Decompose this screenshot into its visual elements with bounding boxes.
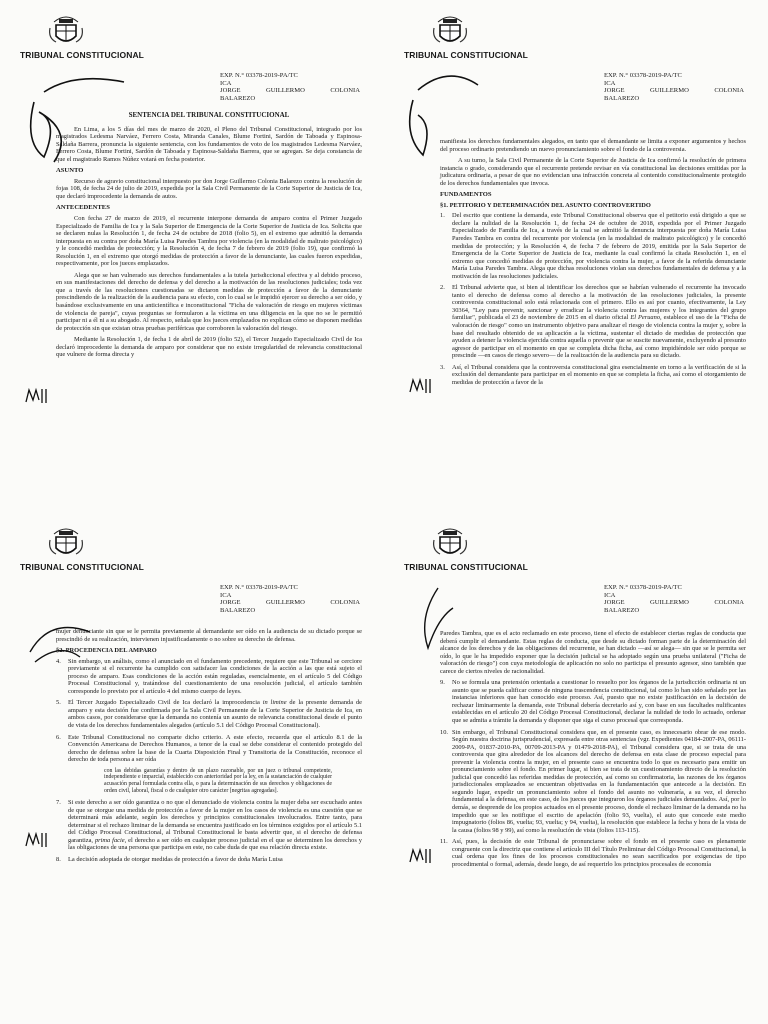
page-4-body — [440, 630, 746, 872]
party-name-line1: JORGE GUILLERMO COLONIA — [604, 87, 744, 95]
fundamento-1: 1. Del escrito que contiene la demanda, este Tribunal Constitucional observa que el petitorio está dirigido a que se declare la nulidad de la Resolución 1, de fecha 24 de octubre de 2018, expedida por el Primer Juzgado Especializado de Familia de Ica, a través de la cual se admitió la denuncia interpuesta por doña María Luisa Paredes Tambra en contra del recurrente por violencia (en la modalidad de maltrato psicológico) y le concedió medidas de protección; y la Resolución 4, de fecha 7 de febrero de 2019, emitida por la Sala Superior de Emergencia de la Corte Superior de Justicia de Ica, mediante la cual confirmó la citada Resolución 1, en el extremo que concedió medidas de protección, por violencia contra la mujer, a favor de la referida denunciante María Luisa Paredes Tambra. Alega que dichas resoluciones violan sus derechos fundamentales de defensa y a la motivación de las resoluciones judiciales. — [440, 212, 746, 280]
continuation-paragraph: manifiesta los derechos fundamentales alegados, en tanto que el demandante se limita a exponer argumentos y hechos del proceso ordinario pretendiendo un nuevo pronunciamiento sobre el fondo de la controversia. — [440, 138, 746, 153]
document-page-3 — [0, 512, 384, 1024]
asunto-paragraph: Recurso de agravio constitucional interpuesto por don Jorge Guillermo Colonia Balarezo contra la resolución de fojas 108, de fecha 24 de julio de 2019, expedida por la Sala Civil Permanente de la Corte Superior de Justicia de Ica, que declaró improcedente la demanda de autos. — [56, 177, 362, 200]
fundamento-2: 2. El Tribunal advierte que, si bien al identificar los derechos que se habrían vulnerado el recurrente ha invocado tanto el derecho de defensa como al derecho a la motivación de las resoluciones judiciales, la presente controversia constitucional solo está relacionada con el primero. Ello es así por cuanto, efectivamente, la Ley 30364, "Ley para prevenir, sancionar y erradicar la violencia contra las mujeres y los integrantes del grupo familiar", publicada el 23 de noviembre de 2015 en el diario oficial El Peruano, establece el uso de la "Ficha de valoración de riesgo" como un instrumento objetivo para analizar el riesgo de violencia contra la mujer y, sobre la base del resultado obtenido de su aplicación a la víctima, sustentar el dictado de medidas de protección que ayuden a detener la violencia ejercida contra aquella o prevenir que se suscite nuevamente, excluyendo al presunto agresor de participar en el momento en que se completa dicha ficha, así como impidiéndole ser oído porque se prescinde —en casos de riesgo severo— de la realización de la audiencia para su dictado. — [440, 284, 746, 360]
fundamento-11: 11. Así, pues, la decisión de este Tribunal de pronunciarse sobre el fondo en el presente caso es plenamente congruente con la directriz que contiene el artículo III del Título Preliminar del Código Procesal Constitucional, la cual ordena que los fines de los procesos constitucionales no sean sacrificados por exigencias de tipo procedimental o formal, además, desde luego, de así requerirlo los principios procesales de economía — [440, 838, 746, 868]
heading-petitorio: §1. PETITORIO Y DETERMINACIÓN DEL ASUNTO CONTROVERTIDO — [440, 201, 651, 209]
coat-of-arms-logo — [422, 522, 478, 560]
party-name-line2: BALAREZO — [220, 606, 256, 614]
fundamento-3: 3. Así, el Tribunal considera que la controversia constitucional gira esencialmente en torno a la verificación de si la exclusión del demandante para participar en el momento en que se completa la ficha, así como el otorgamiento de medidas de protección a favor de la — [440, 363, 746, 386]
page-1-body — [56, 112, 362, 363]
institution-name: TRIBUNAL CONSTITUCIONAL — [404, 562, 528, 572]
institution-name: TRIBUNAL CONSTITUCIONAL — [20, 562, 144, 572]
fundamento-6: 6. Este Tribunal Constitucional no comparte dicho criterio. A este efecto, recuerda que el artículo 8.1 de la Convención Americana de Derechos Humanos, a tenor de la cual se debe considerar el contenido protegido del derecho de defensa sobre la base de la Cuarta Disposición Final y Transitoria de la Constitución, reconoce el derecho de toda persona a ser oída — [56, 733, 362, 764]
heading-asunto: ASUNTO — [56, 167, 84, 175]
case-number: EXP. N.° 03378-2019-PA/TC — [220, 72, 298, 79]
case-header — [604, 584, 744, 614]
fundamento-5: 5. El Tercer Juzgado Especializado Civil de Ica declaró la improcedencia in limine de la presente demanda de amparo y esta decisión fue confirmada por la Sala Civil Permanente de la Corte Superior de Justicia de Ica, en ambos casos, por considerarse que la demanda no contenía un asunto de relevancia constitucional desde el punto de vista de los derechos fundamentales alegados (artículo 5.1 del Código Procesal Constitucional). — [56, 699, 362, 730]
party-name-line2: BALAREZO — [604, 94, 640, 102]
party-name-line2: BALAREZO — [604, 606, 640, 614]
page-3-body — [56, 628, 362, 868]
fundamento-10: 10. Sin embargo, el Tribunal Constitucional considera que, en el presente caso, es innecesario obrar de ese modo. Según nuestra doctrina jurisprudencial, expresada entre otras sentencias (vgr. Expedientes 04184-2007-PA, 06111-2009-PA, 01837-2010-PA, 00709-2013-PA y 01479-2018-PA), el Tribunal considera que, si se trata de una controversia que gira alrededor de los alcances del derecho de defensa en esta clase de proceso especial para prevenir la violencia contra la mujer, en el presente caso se encuentra todo lo que es necesario para emitir un pronunciamiento sobre el fondo. En primer lugar, si bien se trata de un cuestionamiento directo de la resolución judicial que concedió las referidas medidas de protección, así como su confirmatoria, las razones de los órganos jurisdiccionales emplazados se encuentran objetivadas en la fundamentación que antecede a la decisión. En segundo lugar, expedir un pronunciamiento sobre el fondo del asunto no vulneraría, a su vez, el derecho fundamental a la defensa, en este caso, de los jueces que integraron los órganos judiciales demandados. Así, por lo demás, se desprende de los propios actuados en el presente proceso, donde el rechazo liminar de la demanda no ha impedido que se les notifique el escrito de apelación (folio 93, vuelta), el auto que concede este medio impugnatorio (folios 86, vuelta; 93, vuelta; y 94, vuelta), la resolución que establece la fecha y hora de la vista de la causa (folios 98 y 99), así como la resolución de vista (folios 113-115). — [440, 728, 746, 834]
case-city: ICA — [220, 591, 232, 599]
initials-mark — [408, 846, 434, 866]
initials-mark — [24, 830, 50, 850]
case-number: EXP. N.° 03378-2019-PA/TC — [604, 584, 682, 591]
fundamento-9: 9. No se formula una pretensión orientada a cuestionar lo resuelto por los órganos de la jurisdicción ordinaria ni un asunto que se pueda calificar como de ninguna trascendencia constitucional, tal como lo han sido señalado por las instancias inferiores que han conocido este proceso. Así, puesto que no existe justificación en la decisión de rechazar liminarmente la demanda, este Tribunal debería decretarlo así y, con base en sus facultades nulificantes establecidas en el artículo 20 del Código Procesal Constitucional, declarar la nulidad de todo lo actuado, ordenar que se admita a trámite la demanda y disponer que siga el curso procesal que corresponda. — [440, 679, 746, 725]
heading-procedencia: §2. PROCEDENCIA DEL AMPARO — [56, 647, 157, 655]
intro-paragraph: En Lima, a los 5 días del mes de marzo de 2020, el Pleno del Tribunal Constitucional, integrado por los magistrados Ledesma Narváez, Ferrero Costa, Miranda Canales, Blume Fortini, Sardón de Taboada y Espinosa-Saldaña Barrera, pronuncia la siguiente sentencia, con los fundamentos de voto de los magistrados Ledesma Narváez, Ferrero Costa, Blume Fortini, Sardón de Taboada y Espinosa-Saldaña Barrera, que se agregan. Se deja constancia de que el magistrado Ramos Núñez votará en fecha posterior. — [56, 125, 362, 163]
party-name-line2: BALAREZO — [220, 94, 256, 102]
institution-name: TRIBUNAL CONSTITUCIONAL — [20, 50, 144, 60]
sentence-title: SENTENCIA DEL TRIBUNAL CONSTITUCIONAL — [128, 111, 290, 119]
block-quote: con las debidas garantías y dentro de un plazo razonable, por un juez o tribunal competente, independiente e imparcial, establecido con anterioridad por la ley, en la sustanciación de cualquier acusación penal formulada contra ella, o para la determinación de sus derechos y obligaciones de orden civil, laboral, fiscal o de cualquier otro carácter [negritas agregadas]. — [104, 767, 332, 794]
sala-paragraph: A su turno, la Sala Civil Permanente de la Corte Superior de Justicia de Ica confirmó la resolución de primera instancia o grado, considerando que el recurrente pretende revisar en vía constitucional las decisiones emitidas por la judicatura ordinaria, a pesar de que no evidencian una infracción concreta al contenido constitucionalmente protegido de los derechos fundamentales que invoca. — [440, 157, 746, 187]
case-city: ICA — [604, 79, 616, 87]
institution-name: TRIBUNAL CONSTITUCIONAL — [404, 50, 528, 60]
document-page-2 — [384, 0, 768, 512]
continuation-paragraph: mujer denunciante sin que se le permita previamente al demandante ser oído en la audiencia de su dictado porque se prescindió de su realización, intervienen injustificadamente o no sobre su derecho de defensa. — [56, 628, 362, 643]
fundamento-7: 7. Si este derecho a ser oído garantiza o no que el denunciado de violencia contra la mujer deba ser escuchado antes de que se otorgue una medida de protección a favor de la mujer en los casos de violencia es una cuestión que se determinará más adelante, según los derechos y principios constitucionales involucrados. Entre tanto, para determinar si el rechazo liminar de la demanda se encuentra justificado en los términos exigidos por el artículo 5.1 del Código Procesal Constitucional, al Tribunal Constitucional le basta advertir que, si el derecho de defensa garantiza, prima facie, el derecho a ser oído en cualquier proceso judicial en el que se determinen los derechos y las obligaciones de una persona que participa en este, no cabe duda de que esa relación directa existe. — [56, 799, 362, 852]
case-number: EXP. N.° 03378-2019-PA/TC — [220, 584, 298, 591]
case-header — [220, 72, 360, 102]
heading-antecedentes: ANTECEDENTES — [56, 204, 110, 212]
antecedentes-paragraph-2: Alega que se han vulnerado sus derechos fundamentales a la tutela jurisdiccional efectiva y al debido proceso, en sus manifestaciones del derecho de defensa y del derecho a la motivación de las resoluciones judiciales; toda vez que a través de las resoluciones cuestionadas se dictaron medidas de protección a favor de la denunciante prescindiendo de la realización de la audiencia para su efecto, con lo cual se le impidió ejercer su derecho a ser oído, y basándose exclusivamente en una anticientífica e inconstitucional "Ficha de valoración de riesgo en mujeres víctimas de violencia de pareja", cuyas preguntas se formularon a la víctima en una diligencia en la que no se le permitió participar ni a él ni a su abogado. Al respecto, señala que los jueces emplazados no explican cómo se disponen medidas de protección sin que existan otras pruebas periféricas que corroboren la valoración del riesgo. — [56, 271, 362, 332]
case-header — [220, 584, 360, 614]
coat-of-arms-logo — [422, 10, 478, 48]
fundamento-4: 4. Sin embargo, un análisis, como el anunciado en el fundamento precedente, requiere que este Tribunal se cerciore previamente si el recurrente ha cumplido con satisfacer las condiciones de la acción a las que está sujeto el proceso de amparo. Esas condiciones de la acción están reguladas, esencialmente, en el artículo 5 del Código Procesal Constitucional y, tratándose del cuestionamiento de una resolución judicial, el artículo también corresponde lo previsto por el artículo 4 del mismo cuerpo de leyes. — [56, 657, 362, 695]
party-name-line1: JORGE GUILLERMO COLONIA — [220, 599, 360, 607]
case-header — [604, 72, 744, 102]
case-city: ICA — [220, 79, 232, 87]
document-page-4 — [384, 512, 768, 1024]
initials-mark — [408, 376, 434, 396]
coat-of-arms-logo — [38, 10, 94, 48]
continuation-paragraph: Paredes Tambra, que es el acto reclamado en este proceso, tiene el efecto de establecer ciertas reglas de conducta que deberá cumplir el demandante. Estas reglas de conducta, que desde su dictado forman parte de la determinación del alcance de los derechos y de las obligaciones del recurrente, se han dictado —así se alega— sin que se le permita ser oído, lo que le ha impedido exponer que la decisión judicial se ha adoptado según una prueba unilateral ("Ficha de valoración de riesgo") con cuya metodología de aplicación no solo no participa el presunto agresor, sino también que carece de ciertos niveles de racionalidad. — [440, 630, 746, 675]
fundamento-8: 8. La decisión adoptada de otorgar medidas de protección a favor de doña María Luisa — [56, 855, 283, 863]
case-city: ICA — [604, 591, 616, 599]
coat-of-arms-logo — [38, 522, 94, 560]
antecedentes-paragraph-1: Con fecha 27 de marzo de 2019, el recurrente interpone demanda de amparo contra el Primer Juzgado Especializado de Familia de Ica y la Sala Superior de Emergencia de la Corte Superior de Justicia de Ica. Solicita que se declaren nulas la Resolución 1, de fecha 24 de octubre de 2018 (folio 5), en el extremo que admitió la demanda interpuesta en su contra por doña María Luisa Paredes Tambra por violencia (en la modalidad de maltrato psicológico) y le concedió medidas de protección; y la Resolución 4, de fecha 7 de febrero de 2019 (folio 19), que confirmó la Resolución 1, en el extremo que otorgó medidas de protección a favor de la denunciante, las cuales fueron expedidas, respectivamente, por los jueces emplazados. — [56, 215, 362, 268]
heading-fundamentos: FUNDAMENTOS — [440, 191, 492, 199]
case-number: EXP. N.° 03378-2019-PA/TC — [604, 72, 682, 79]
party-name-line1: JORGE GUILLERMO COLONIA — [604, 599, 744, 607]
initials-mark — [24, 386, 50, 406]
party-name-line1: JORGE GUILLERMO COLONIA — [220, 87, 360, 95]
document-page-1 — [0, 0, 384, 512]
page-2-body — [440, 138, 746, 390]
antecedentes-paragraph-3: Mediante la Resolución 1, de fecha 1 de abril de 2019 (folio 52), el Tercer Juzgado Especializado Civil de Ica declaró improcedente la demanda de amparo por considerar que no existe irregularidad de relevancia constitucional que vulnere de forma directa y — [56, 336, 362, 359]
